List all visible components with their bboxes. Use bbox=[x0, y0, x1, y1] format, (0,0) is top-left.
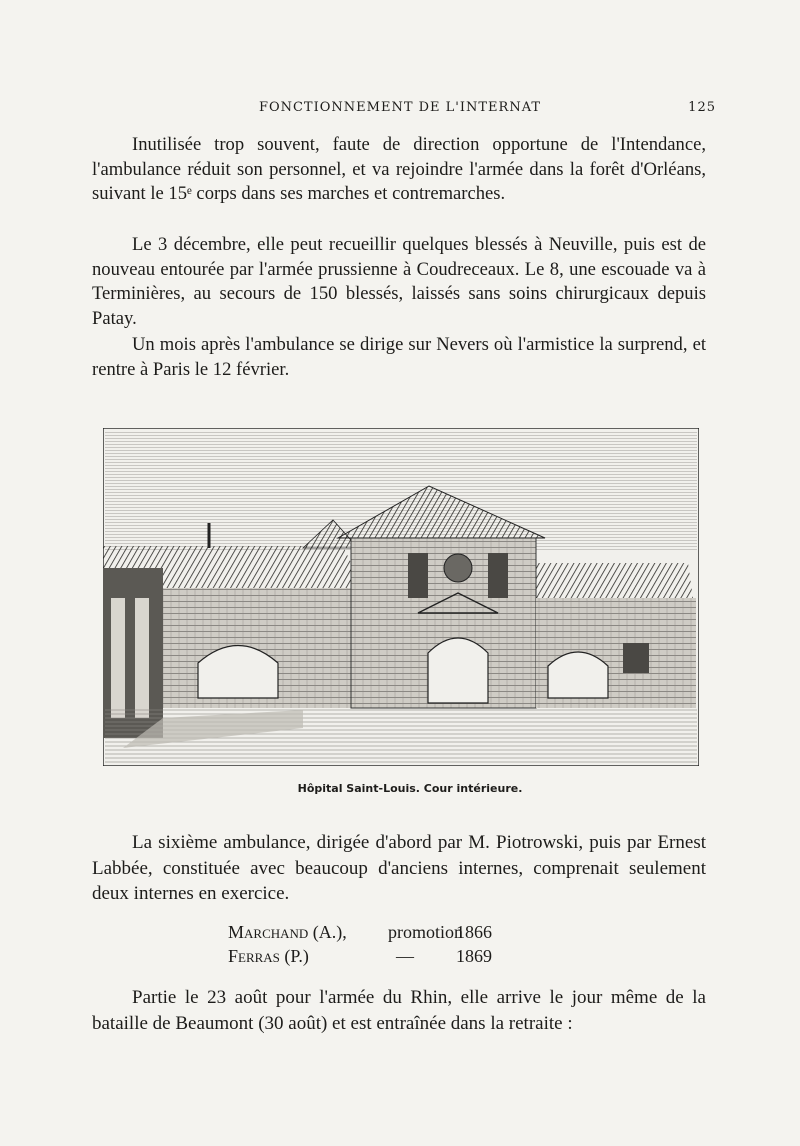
central-arch bbox=[428, 638, 488, 703]
roster-promotion: promotion bbox=[388, 922, 463, 942]
running-title: FONCTIONNEMENT DE L'INTERNAT bbox=[258, 100, 542, 115]
right-arch bbox=[548, 652, 608, 698]
roster-year: 1869 bbox=[456, 946, 492, 966]
page-number: 125 bbox=[688, 100, 716, 115]
left-arch bbox=[198, 646, 278, 699]
roster-year: 1866 bbox=[456, 922, 492, 942]
paragraph-3: Un mois après l'ambulance se dirige sur Nevers où l'armistice la surprend, et rentre à Paris le 12 février. bbox=[92, 334, 706, 380]
figure-caption: Hôpital Saint-Louis. Cour intérieure. bbox=[297, 782, 523, 795]
paragraph-2: Le 3 décembre, elle peut recueillir quelques blessés à Neuville, puis est de nouveau entourée par l'armée prussienne à Coudreceaux. Le 8, une escouade va à Terminières, au secours de 150 blessés, laissés sans soins chirurgicaux depuis Patay. bbox=[92, 234, 706, 329]
right-roof bbox=[536, 563, 693, 598]
hospital-courtyard-engraving bbox=[103, 428, 699, 766]
paragraph-4: La sixième ambulance, dirigée d'abord par M. Piotrowski, puis par Ernest Labbée, constituée avec beaucoup d'anciens internes, comprenait seulement deux internes en exercice. bbox=[92, 832, 706, 904]
roster-name: Ferras (P.) bbox=[228, 946, 309, 966]
running-header bbox=[90, 100, 716, 120]
roster-name: Marchand (A.), bbox=[228, 922, 347, 942]
roster-promotion: — bbox=[396, 946, 414, 966]
paragraph-5: Partie le 23 août pour l'armée du Rhin, elle arrive le jour même de la bataille de Beaumont (30 août) et est entraînée dans la retraite : bbox=[92, 987, 706, 1034]
paragraph-1: Inutilisée trop souvent, faute de direction opportune de l'Intendance, l'ambulance réduit son personnel, et va rejoindre l'armée dans la forêt d'Orléans, suivant le 15ᵉ corps dans ses marches et contremarches. bbox=[92, 134, 706, 205]
roster-row bbox=[228, 922, 528, 946]
roster-row bbox=[228, 946, 528, 970]
intern-roster bbox=[228, 922, 528, 970]
